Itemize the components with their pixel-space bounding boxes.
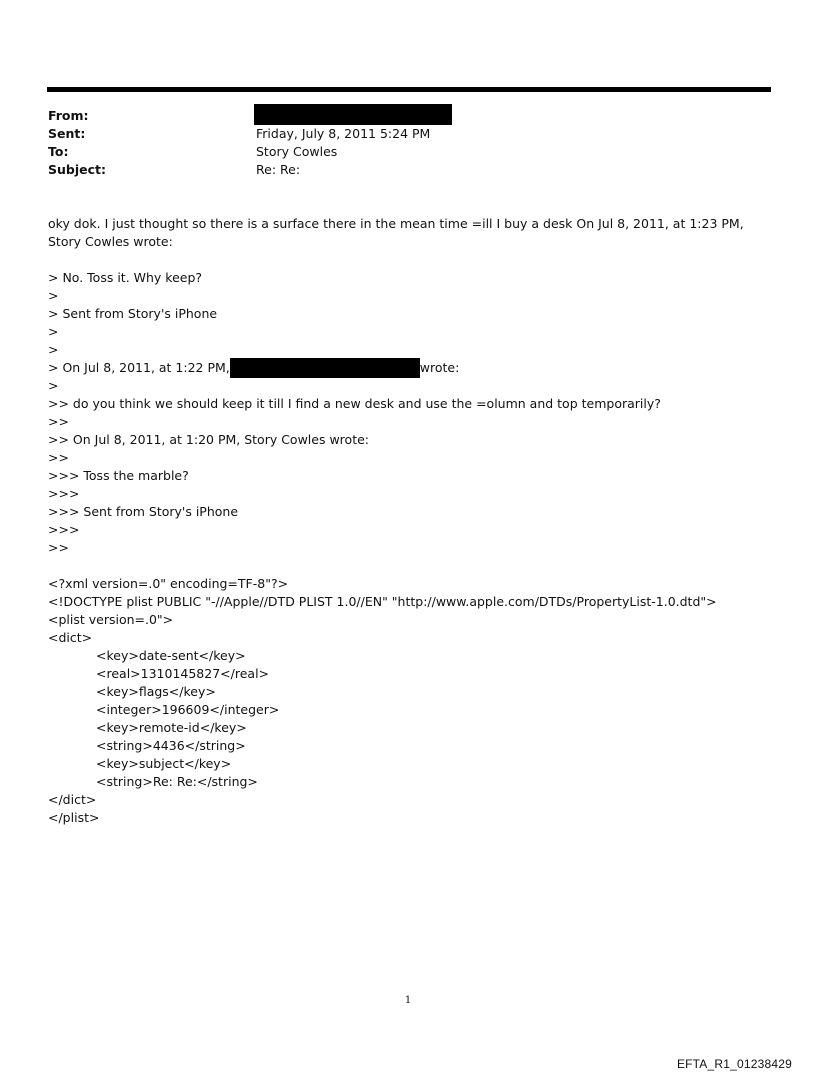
- quoted-line: > No. Toss it. Why keep?: [48, 270, 203, 285]
- quoted-line-prefix: > On Jul 8, 2011, at 1:22 PM,: [48, 360, 230, 375]
- quoted-line: >: [48, 378, 59, 393]
- redaction-box: [230, 358, 420, 378]
- xml-line: <string>4436</string>: [96, 738, 246, 753]
- xml-line: <integer>196609</integer>: [96, 702, 280, 717]
- xml-line: <!DOCTYPE plist PUBLIC "-//Apple//DTD PLIST 1.0//EN" "http://www.apple.com/DTDs/PropertyList-1.0.dtd">: [48, 594, 717, 609]
- xml-line: <plist version=.0">: [48, 612, 174, 627]
- quoted-line: >>: [48, 450, 69, 465]
- intro-paragraph: oky dok. I just thought so there is a surface there in the mean time =ill I buy a desk On Jul 8, 2011, at 1:23 PM, Story Cowles wrote:: [48, 216, 744, 249]
- from-label: From:: [48, 108, 89, 123]
- sent-value: Friday, July 8, 2011 5:24 PM: [256, 126, 431, 141]
- document-id: EFTA_R1_01238429: [676, 1057, 792, 1071]
- quoted-line: >: [48, 342, 59, 357]
- xml-line: <real>1310145827</real>: [96, 666, 270, 681]
- email-body: [48, 215, 748, 827]
- plist-xml-block: [48, 575, 748, 827]
- subject-value: Re: Re:: [256, 162, 301, 177]
- redaction-box: [254, 104, 452, 125]
- xml-line: </dict>: [48, 792, 97, 807]
- quoted-line: >>>: [48, 486, 80, 501]
- page-number: 1: [404, 995, 412, 1006]
- quoted-line: >>> Sent from Story's iPhone: [48, 504, 239, 519]
- quoted-line: >>: [48, 414, 69, 429]
- xml-line: </plist>: [48, 810, 100, 825]
- quoted-line: >>: [48, 540, 69, 555]
- sent-label: Sent:: [48, 126, 86, 141]
- quoted-line-with-redaction: [48, 359, 748, 377]
- xml-line: <key>date-sent</key>: [96, 648, 246, 663]
- wrote-suffix: wrote:: [419, 360, 460, 375]
- to-value: Story Cowles: [256, 144, 338, 159]
- quoted-line: >>>: [48, 522, 80, 537]
- quoted-line: >: [48, 324, 59, 339]
- quoted-thread: [48, 269, 748, 557]
- quoted-line: >> On Jul 8, 2011, at 1:20 PM, Story Cowles wrote:: [48, 432, 369, 447]
- subject-label: Subject:: [48, 162, 106, 177]
- quoted-line: >>> Toss the marble?: [48, 468, 189, 483]
- quoted-line: > Sent from Story's iPhone: [48, 306, 218, 321]
- xml-line: <dict>: [48, 630, 93, 645]
- header-rule: [47, 87, 771, 92]
- quoted-line: >> do you think we should keep it till I find a new desk and use the =olumn and top temporarily?: [48, 396, 661, 411]
- xml-line: <key>subject</key>: [96, 756, 232, 771]
- xml-line: <key>flags</key>: [96, 684, 216, 699]
- xml-line: <?xml version=.0" encoding=TF-8"?>: [48, 576, 289, 591]
- quoted-line: >: [48, 288, 59, 303]
- xml-line: <string>Re: Re:</string>: [96, 774, 258, 789]
- xml-line: <key>remote-id</key>: [96, 720, 247, 735]
- to-label: To:: [48, 144, 69, 159]
